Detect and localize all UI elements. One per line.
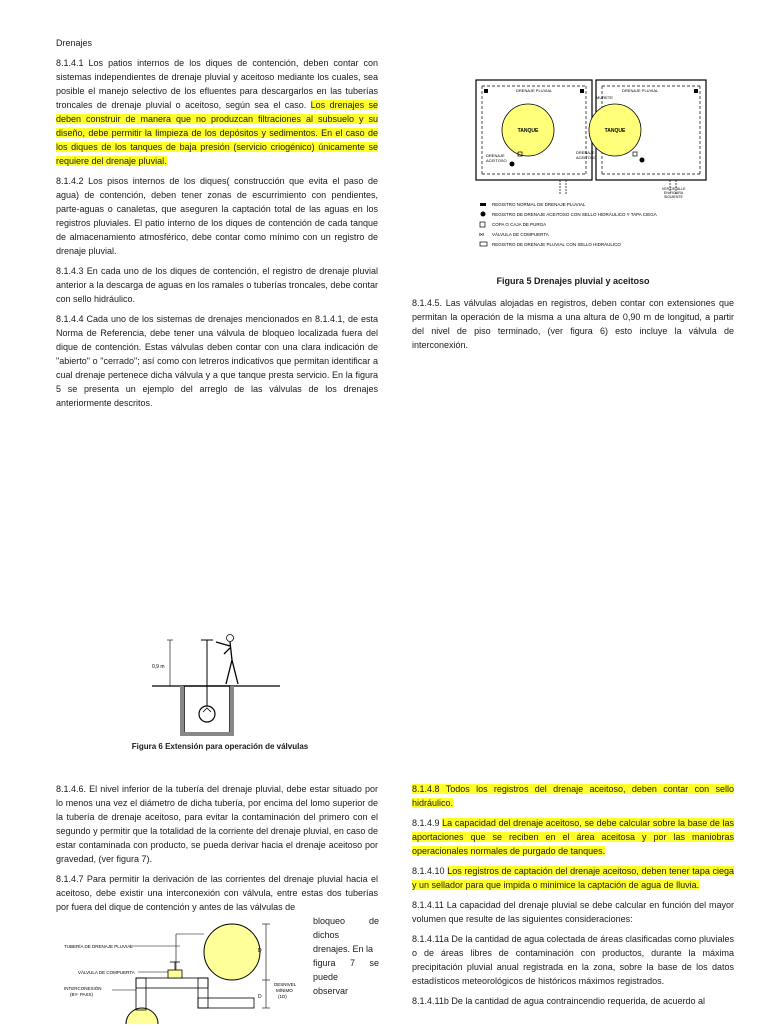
figure-7 <box>60 918 310 1024</box>
figure-6-drawing <box>146 628 286 738</box>
dimension-label: DESNIVEL <box>274 982 297 987</box>
gate-valve-icon <box>168 970 182 978</box>
wall-label: MURETE <box>596 95 613 100</box>
left-column-bottom <box>56 782 378 920</box>
legend-item: COPA O CAJA DE PURGA <box>492 222 547 227</box>
highlighted-text: Los drenajes se deben construir de manera que no produzcan filtraciones al subsuelo y su diseño, debe permitir la limpieza de los depósitos y sedimentos. En el caso de los diques de los tanques de baja presión (servicio criogénico) únicamente se requiere del drenaje pluvial. <box>56 100 378 166</box>
pluvial-register-icon <box>484 89 488 93</box>
figure-6 <box>146 628 286 738</box>
paragraph-number: 8.1.4.9 <box>412 818 443 828</box>
pipe-label: TUBERÍA DE DRENAJE PLUVIAL <box>64 944 133 949</box>
paragraph-8-1-4-5: 8.1.4.5. Las válvulas alojadas en registros, deben contar con extensiones que permitan la operación de la misma a una altura de 0,90 m de longitud, a partir del nivel de piso terminado, (ver figura 6) esto incluye la válvula de interconexión. <box>412 298 734 350</box>
legend-purge-icon <box>480 222 485 227</box>
drain-label: DRENAJE PLUVIAL <box>516 88 553 93</box>
bypass-label: INTERCONEXIÓN <box>64 986 102 991</box>
oily-register-icon <box>640 158 645 163</box>
legend-valve-icon: ⋈ <box>479 232 484 238</box>
dimension-label: (1D) <box>278 994 287 999</box>
legend-pluvial-icon <box>480 203 486 206</box>
highlighted-text: Los registros de captación del drenaje aceitoso, deben tener tapa ciega y un sellador para que impida o minimice la captación de agua de lluvia. <box>412 866 735 890</box>
paragraph-8-1-4-4: 8.1.4.4 Cada uno de los sistemas de drenajes mencionados en 8.1.4.1, de esta Norma de Referencia, debe tener una válvula de bloqueo localizada fuera del dique de contención. Estas válvulas deben contar con una clara indicación de "abierto" o "cerrado"; así como con letreros indicativos que permitan identificar a cual drenaje pertenece dicha válvula y a que tanque presta servicio. En la figura 5 se presenta un ejemplo del arreglo de las válvulas de los drenajes anteriormente descritos. <box>56 314 378 408</box>
text-line: puede <box>313 972 339 982</box>
paragraph-8-1-4-11b: 8.1.4.11b De la cantidad de agua contraincendio requerida, de acuerdo al <box>412 996 706 1006</box>
legend-item: REGISTRO NORMAL DE DRENAJE PLUVIAL <box>492 202 586 207</box>
oily-pipe-section <box>126 1008 158 1024</box>
paragraph-8-1-4-6: 8.1.4.6. El nivel inferior de la tubería del drenaje pluvial, debe estar situado por lo menos una vez el diámetro de dicha tubería, por encima del lomo superior de la tubería de drenaje aceitoso, para evitar la contaminación del primero con el segundo y permitir que la totalidad de la corriente del drenaje pluvial, en caso de estar contaminada con producto, se pueda derivar hacia el drenaje aceitoso por gravedad, (ver figura 7). <box>56 784 378 864</box>
text-line: dichos <box>313 930 340 940</box>
text-line: observar <box>313 986 349 996</box>
highlighted-text: La capacidad del drenaje aceitoso, se debe calcular sobre la base de las aportaciones que se reciben en el área aceitosa y por las maniobras operacionales normales de purgado de tanques. <box>412 818 734 856</box>
drain-label: ACEITOSO <box>486 158 507 163</box>
text-line: figura 7 se <box>313 958 379 968</box>
drain-label: DRENAJE <box>576 150 595 155</box>
worker-head <box>227 635 234 642</box>
tank-label: TANQUE <box>604 128 626 134</box>
paragraph-text: 8.1.4.1 Los patios internos de los diques de contención, deben contar con sistemas independientes de drenaje pluvial y aceitoso mediante los cuales, sea posible el manejo selectivo de los efluentes para descargarlos en las tuberías troncales de drenaje pluvial o aceitoso, según sea el caso. <box>56 58 378 110</box>
paragraph-number: 8.1.4.10 <box>412 866 448 876</box>
worker-figure <box>216 642 238 684</box>
drain-label: DRENAJE PLUVIAL <box>622 88 659 93</box>
legend-item: REGISTRO DE DRENAJE PLUVIAL CON SELLO HIDRÁULICO <box>492 242 621 247</box>
paragraph-8-1-4-9 <box>412 816 734 858</box>
legend-oily-icon <box>481 212 486 217</box>
dimension-label: MÍNIMO <box>276 988 293 993</box>
paragraph-8-1-4-2: 8.1.4.2 Los pisos internos de los diques( construcción que evita el paso de agua) de contención, deben tener zonas de escurrimiento con pendientes, parte-aguas o canaletas, que aseguren la captación total de las aguas en los registros pluviales. El patio interno de los diques de contención de cada tanque de almacenamiento atmosférico, debe contar como mínimo con un registro de drenaje pluvial. <box>56 176 378 256</box>
paragraph-8-1-4-3: 8.1.4.3 En cada uno de los diques de contención, el registro de drenaje pluvial anterior a la descarga de aguas en los ramales o tuberías troncales, debe contar con sello hidráulico. <box>56 266 378 304</box>
bypass-pipe <box>136 978 208 988</box>
drain-label: ACEITOSO <box>576 155 597 160</box>
paragraph-8-1-4-11a: 8.1.4.11a De la cantidad de agua colectada de áreas clasificadas como pluviales o de áreas libres de contaminación con productos, durante la máxima precipitación pluvial anual registrada en la zona, sobre la base de los datos estadísticos meteorológicos de históricos máximos registrados. <box>412 934 734 986</box>
purge-box-icon <box>633 152 637 156</box>
paragraph-8-1-4-7: 8.1.4.7 Para permitir la derivación de las corrientes del drenaje pluvial hacia el aceitoso, debe existir una interconexión con válvula, entre estas dos tuberías por fuera del dique de contención y antes de las válvulas de <box>56 874 378 912</box>
tank-label: TANQUE <box>517 128 539 134</box>
right-column-top <box>412 296 734 358</box>
paragraph-8-1-4-11: 8.1.4.11 La capacidad del drenaje pluvial se debe calcular en función del mayor volumen que resulte de las siguientes consideraciones: <box>412 900 734 924</box>
dimension-label: D <box>258 948 262 954</box>
legend-item: REGISTRO DE DRENAJE ACEITOSO CON SELLO HIDRÁULICO Y TAPA CIEGA <box>492 212 657 217</box>
dimension-label: D <box>258 994 262 1000</box>
legend-pluvial-seal-icon <box>480 242 487 246</box>
right-column-bottom <box>412 782 734 1014</box>
pluvial-pipe-section <box>204 924 260 980</box>
left-column-top <box>56 56 378 416</box>
figure-5 <box>470 76 710 256</box>
text-line: bloqueo de <box>313 916 379 926</box>
figure-6-caption: Figura 6 Extensión para operación de válvulas <box>131 742 309 751</box>
legend-item: VÁLVULA DE COMPUERTA <box>492 232 549 237</box>
figure-5-caption: Figura 5 Drenajes pluvial y aceitoso <box>496 276 650 286</box>
detail-note: VER DETALLE <box>662 187 686 191</box>
paragraph-8-1-4-1 <box>56 56 378 168</box>
pluvial-register-icon <box>694 89 698 93</box>
paragraph-8-1-4-7-continuation <box>313 914 379 998</box>
section-heading: Drenajes <box>56 38 93 48</box>
drain-label: DRENAJE <box>486 153 505 158</box>
figure-5-drawing <box>470 76 710 256</box>
figure-7-drawing <box>60 918 310 1024</box>
detail-note: EN FIGURA <box>664 191 684 195</box>
paragraph-8-1-4-8 <box>412 782 734 810</box>
paragraph-8-1-4-10 <box>412 864 734 892</box>
valve-label: VÁLVULA DE COMPUERTA <box>78 970 135 975</box>
bypass-label: (BY- PASS) <box>70 992 94 997</box>
highlighted-text: 8.1.4.8 Todos los registros del drenaje aceitoso, deben contar con sello hidráulico. <box>412 784 734 808</box>
dimension-label: 0,9 m <box>152 664 165 670</box>
text-line: drenajes. En la <box>313 944 374 954</box>
oily-register-icon <box>510 162 515 167</box>
pluvial-register-icon <box>580 89 584 93</box>
detail-note: SIGUIENTE <box>664 195 683 199</box>
